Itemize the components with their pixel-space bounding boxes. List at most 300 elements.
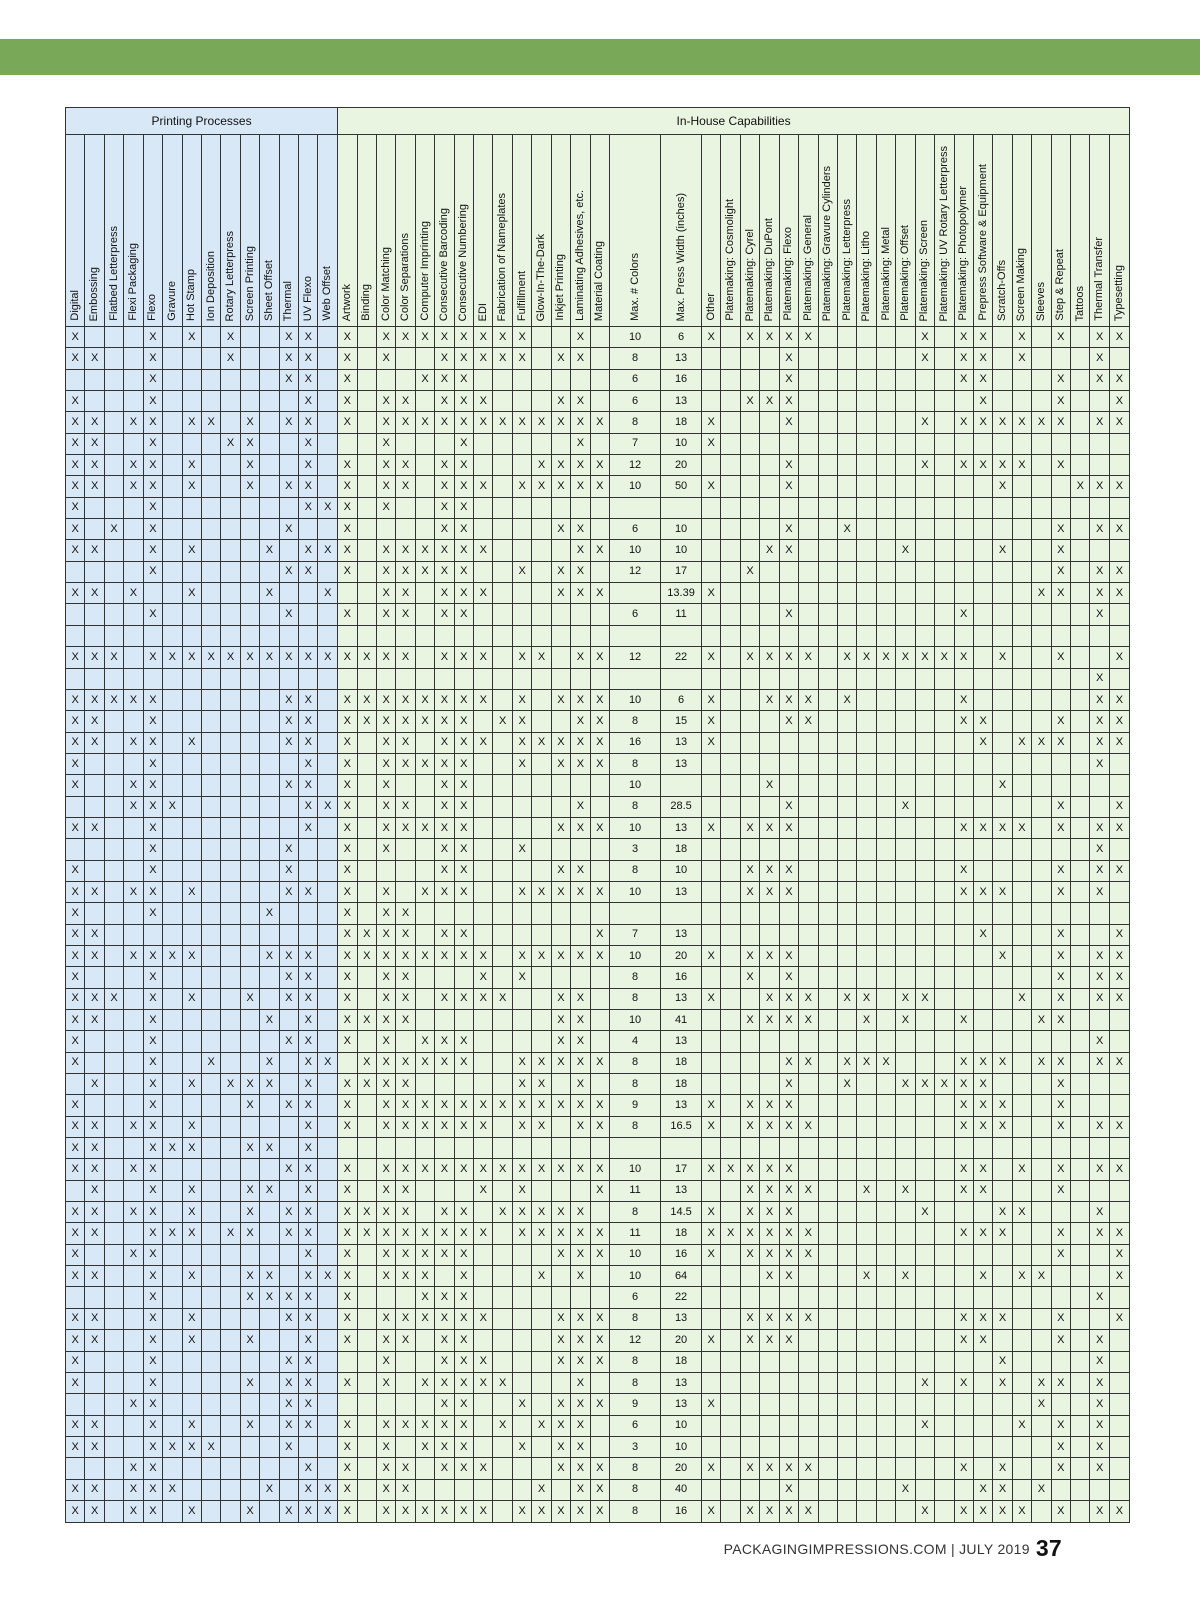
table-cell: X (993, 1479, 1012, 1500)
table-cell (104, 775, 123, 796)
table-cell: X (1051, 647, 1070, 668)
table-cell (799, 1031, 818, 1052)
table-cell: X (493, 1159, 512, 1180)
table-cell: X (357, 945, 376, 966)
table-cell: X (702, 412, 721, 433)
table-cell (818, 796, 837, 817)
table-cell: 10 (610, 476, 661, 497)
table-cell (201, 967, 220, 988)
table-cell (182, 753, 201, 774)
table-cell: X (415, 369, 434, 390)
table-cell: X (318, 497, 338, 518)
table-row (66, 540, 1130, 561)
table-cell (260, 924, 279, 945)
table-cell (702, 1479, 721, 1500)
table-cell (1090, 1308, 1109, 1329)
table-cell (124, 369, 143, 390)
table-cell (415, 967, 434, 988)
table-cell (376, 625, 395, 646)
table-cell (163, 668, 182, 689)
table-cell: X (474, 583, 493, 604)
table-cell (512, 796, 531, 817)
table-cell (1071, 1180, 1090, 1201)
table-cell (163, 1308, 182, 1329)
table-cell: X (143, 412, 162, 433)
table-cell (935, 860, 954, 881)
table-cell (818, 583, 837, 604)
table-cell (837, 668, 856, 689)
table-cell (760, 1479, 779, 1500)
table-cell (896, 1202, 915, 1223)
table-cell (954, 497, 973, 518)
table-cell: X (1090, 689, 1109, 710)
table-cell (935, 540, 954, 561)
table-cell (493, 796, 512, 817)
table-cell (915, 817, 934, 838)
table-cell (435, 967, 454, 988)
table-cell (221, 1372, 240, 1393)
table-cell (124, 433, 143, 454)
table-cell: X (551, 1159, 570, 1180)
table-cell (163, 967, 182, 988)
table-cell (551, 668, 570, 689)
table-cell (721, 1308, 740, 1329)
table-cell (1032, 1095, 1051, 1116)
table-cell: X (1109, 945, 1129, 966)
column-header (163, 135, 182, 327)
table-cell: X (66, 1308, 85, 1329)
table-cell: X (299, 561, 318, 582)
table-cell: X (396, 1180, 415, 1201)
table-cell (493, 1180, 512, 1201)
table-cell (896, 860, 915, 881)
table-cell: X (1051, 881, 1070, 902)
table-cell: X (182, 1116, 201, 1137)
table-cell: X (1090, 1287, 1109, 1308)
table-cell (201, 881, 220, 902)
table-cell: 40 (661, 1479, 702, 1500)
table-cell (551, 924, 570, 945)
table-cell (454, 1138, 473, 1159)
table-cell: X (299, 348, 318, 369)
table-cell: X (299, 988, 318, 1009)
table-cell (837, 1287, 856, 1308)
table-cell (221, 1159, 240, 1180)
table-cell (512, 1138, 531, 1159)
table-cell: X (124, 1116, 143, 1137)
table-cell (954, 519, 973, 540)
table-cell (318, 1436, 338, 1457)
column-header (338, 135, 357, 327)
table-cell: X (143, 1031, 162, 1052)
table-cell: X (415, 1031, 434, 1052)
table-cell (896, 625, 915, 646)
table-cell: X (338, 1500, 357, 1522)
table-cell (318, 1116, 338, 1137)
table-cell (973, 1351, 992, 1372)
table-cell: X (493, 412, 512, 433)
table-cell (896, 1308, 915, 1329)
table-cell (1090, 924, 1109, 945)
table-cell: X (551, 1010, 570, 1031)
table-cell: X (415, 711, 434, 732)
table-cell: X (376, 1202, 395, 1223)
table-cell (818, 967, 837, 988)
table-cell (201, 1479, 220, 1500)
column-header (124, 135, 143, 327)
table-cell (221, 625, 240, 646)
table-cell (915, 1010, 934, 1031)
table-cell (66, 625, 85, 646)
table-cell: X (954, 1458, 973, 1479)
table-cell: 6 (610, 604, 661, 625)
table-cell: X (1109, 561, 1129, 582)
table-cell: X (435, 732, 454, 753)
table-cell (299, 1436, 318, 1457)
table-cell (721, 1244, 740, 1265)
table-cell: 11 (610, 1223, 661, 1244)
table-cell (318, 1202, 338, 1223)
table-cell (799, 412, 818, 433)
table-cell (512, 519, 531, 540)
column-header (818, 135, 837, 327)
table-cell (104, 1138, 123, 1159)
table-cell: X (415, 1266, 434, 1287)
table-cell (1032, 668, 1051, 689)
table-cell (221, 903, 240, 924)
column-header-label: Thermal (282, 280, 295, 321)
table-cell: X (779, 1244, 798, 1265)
table-cell: X (299, 817, 318, 838)
table-cell: X (299, 1500, 318, 1522)
table-cell: X (532, 1202, 551, 1223)
table-cell: 8 (610, 753, 661, 774)
table-cell (1012, 1330, 1031, 1351)
table-cell (973, 796, 992, 817)
table-cell (818, 1244, 837, 1265)
table-cell: X (571, 1095, 590, 1116)
table-cell: X (1051, 945, 1070, 966)
table-cell (182, 967, 201, 988)
table-cell: X (760, 945, 779, 966)
table-cell: X (1090, 1202, 1109, 1223)
table-cell (85, 839, 104, 860)
table-cell (279, 540, 298, 561)
table-cell (857, 455, 876, 476)
table-cell: X (474, 412, 493, 433)
table-cell (104, 860, 123, 881)
table-cell (779, 903, 798, 924)
table-cell: X (376, 817, 395, 838)
table-cell (221, 924, 240, 945)
table-cell (512, 1372, 531, 1393)
table-cell: X (551, 519, 570, 540)
table-cell: 10 (610, 817, 661, 838)
table-cell: X (1109, 988, 1129, 1009)
table-cell (163, 1351, 182, 1372)
table-cell: X (435, 604, 454, 625)
table-cell (163, 519, 182, 540)
table-cell: X (143, 476, 162, 497)
table-cell: X (143, 903, 162, 924)
table-cell: X (396, 455, 415, 476)
table-cell (260, 1372, 279, 1393)
table-cell (896, 1436, 915, 1457)
table-cell: X (590, 945, 609, 966)
column-header (721, 135, 740, 327)
table-cell (993, 433, 1012, 454)
table-cell (279, 924, 298, 945)
table-cell (935, 625, 954, 646)
table-cell: X (993, 1223, 1012, 1244)
table-row (66, 1010, 1130, 1031)
table-cell: X (973, 1479, 992, 1500)
table-cell (318, 1180, 338, 1201)
table-cell (163, 1287, 182, 1308)
table-cell (512, 668, 531, 689)
table-cell (1090, 455, 1109, 476)
table-cell: X (954, 711, 973, 732)
table-cell (1032, 1074, 1051, 1095)
table-cell: X (760, 391, 779, 412)
table-cell: X (338, 497, 357, 518)
table-cell (1071, 881, 1090, 902)
table-cell (1071, 1052, 1090, 1073)
table-cell (1109, 1095, 1129, 1116)
table-cell (721, 625, 740, 646)
table-cell (837, 497, 856, 518)
table-cell (240, 1479, 259, 1500)
table-cell (532, 348, 551, 369)
table-cell (590, 668, 609, 689)
table-cell (474, 711, 493, 732)
table-cell (104, 433, 123, 454)
table-cell: X (396, 1052, 415, 1073)
table-cell (512, 1479, 531, 1500)
column-header (532, 135, 551, 327)
table-cell (163, 348, 182, 369)
table-cell: X (954, 1074, 973, 1095)
table-cell (721, 860, 740, 881)
table-cell: X (1032, 1394, 1051, 1415)
table-cell: X (338, 839, 357, 860)
table-cell (201, 1159, 220, 1180)
table-cell (857, 1500, 876, 1522)
table-cell (993, 924, 1012, 945)
table-cell: X (299, 540, 318, 561)
table-cell: X (1051, 860, 1070, 881)
table-cell (1032, 924, 1051, 945)
column-header-label: Platemaking: UV Rotary Letterpress (937, 145, 950, 321)
table-cell: X (66, 817, 85, 838)
table-cell: X (454, 1500, 473, 1522)
table-cell (532, 604, 551, 625)
table-cell: X (124, 1244, 143, 1265)
table-cell (201, 540, 220, 561)
table-cell: X (740, 967, 759, 988)
table-cell: X (85, 455, 104, 476)
table-cell: 7 (610, 924, 661, 945)
table-cell (260, 476, 279, 497)
table-cell (935, 412, 954, 433)
table-cell: X (376, 967, 395, 988)
table-cell (857, 860, 876, 881)
table-cell (954, 1031, 973, 1052)
table-cell (318, 519, 338, 540)
table-cell (299, 839, 318, 860)
table-cell: X (260, 903, 279, 924)
table-cell (221, 1436, 240, 1457)
table-cell (1012, 1394, 1031, 1415)
table-cell (163, 1330, 182, 1351)
table-cell: X (702, 583, 721, 604)
table-cell (240, 668, 259, 689)
table-cell: X (338, 1479, 357, 1500)
table-cell (837, 348, 856, 369)
table-cell (299, 903, 318, 924)
table-cell (1051, 604, 1070, 625)
table-cell: X (338, 1202, 357, 1223)
table-cell: X (299, 391, 318, 412)
table-cell: X (435, 796, 454, 817)
table-row (66, 1500, 1130, 1522)
table-cell: X (454, 1372, 473, 1393)
table-cell (201, 476, 220, 497)
table-cell (857, 1308, 876, 1329)
table-cell: X (338, 988, 357, 1009)
table-cell (1071, 1458, 1090, 1479)
table-cell (837, 583, 856, 604)
table-cell (182, 668, 201, 689)
table-cell: X (338, 775, 357, 796)
table-row (66, 924, 1130, 945)
table-cell (935, 817, 954, 838)
table-cell: 13.39 (661, 583, 702, 604)
table-cell (818, 839, 837, 860)
table-cell: X (799, 1116, 818, 1137)
table-cell (240, 924, 259, 945)
table-cell: X (799, 1180, 818, 1201)
table-cell (857, 817, 876, 838)
table-cell (221, 732, 240, 753)
table-cell (1012, 924, 1031, 945)
table-cell: X (143, 1500, 162, 1522)
column-header (876, 135, 895, 327)
table-cell (163, 327, 182, 348)
table-cell: X (1109, 860, 1129, 881)
table-cell: X (221, 1074, 240, 1095)
table-cell (415, 775, 434, 796)
table-cell: X (1051, 1372, 1070, 1393)
table-cell (1090, 391, 1109, 412)
table-cell (221, 1500, 240, 1522)
table-cell (1032, 839, 1051, 860)
table-cell (760, 711, 779, 732)
table-cell (357, 1479, 376, 1500)
table-cell (551, 327, 570, 348)
table-cell (837, 967, 856, 988)
table-cell: X (915, 1202, 934, 1223)
table-cell: X (532, 412, 551, 433)
table-cell (1032, 1138, 1051, 1159)
column-header (837, 135, 856, 327)
table-cell (571, 625, 590, 646)
table-cell (201, 1074, 220, 1095)
table-cell: X (760, 327, 779, 348)
table-cell (935, 1223, 954, 1244)
table-cell (474, 625, 493, 646)
table-cell: X (279, 1436, 298, 1457)
table-cell (876, 988, 895, 1009)
table-cell (182, 1159, 201, 1180)
table-cell (818, 860, 837, 881)
table-cell (818, 817, 837, 838)
table-cell (954, 1287, 973, 1308)
table-cell (1071, 1138, 1090, 1159)
table-cell (551, 711, 570, 732)
table-cell (1051, 903, 1070, 924)
table-cell: X (143, 1372, 162, 1393)
table-cell: X (571, 647, 590, 668)
table-cell (915, 1308, 934, 1329)
table-cell: X (163, 1223, 182, 1244)
table-cell (571, 369, 590, 390)
table-cell (221, 1138, 240, 1159)
table-cell (1109, 1074, 1129, 1095)
table-cell: 13 (661, 988, 702, 1009)
table-cell (357, 391, 376, 412)
column-header-label: Prepress Software & Equipment (976, 164, 989, 321)
table-cell (532, 711, 551, 732)
table-row (66, 433, 1130, 454)
table-cell (1012, 540, 1031, 561)
table-cell (221, 1415, 240, 1436)
table-cell (260, 1159, 279, 1180)
table-cell: X (182, 1074, 201, 1095)
table-cell (954, 988, 973, 1009)
table-cell: X (1090, 583, 1109, 604)
table-cell: X (66, 1244, 85, 1265)
table-cell (993, 1244, 1012, 1265)
table-cell: X (279, 1415, 298, 1436)
table-cell (935, 1010, 954, 1031)
table-cell: X (279, 327, 298, 348)
table-cell (1071, 1351, 1090, 1372)
table-cell: X (435, 1116, 454, 1137)
table-cell (415, 455, 434, 476)
table-cell (702, 1074, 721, 1095)
table-cell: X (376, 1266, 395, 1287)
table-cell: X (454, 945, 473, 966)
table-cell (1071, 540, 1090, 561)
table-cell: X (201, 1436, 220, 1457)
table-cell: X (85, 1330, 104, 1351)
table-cell (260, 988, 279, 1009)
table-cell: X (376, 391, 395, 412)
table-cell (740, 668, 759, 689)
table-cell (532, 540, 551, 561)
table-cell (740, 1052, 759, 1073)
table-cell (760, 732, 779, 753)
table-cell (896, 924, 915, 945)
table-cell (837, 455, 856, 476)
table-cell: X (954, 348, 973, 369)
table-cell: X (779, 1266, 798, 1287)
table-cell: X (182, 1223, 201, 1244)
table-cell (201, 1330, 220, 1351)
table-cell: X (85, 1223, 104, 1244)
table-row (66, 1287, 1130, 1308)
